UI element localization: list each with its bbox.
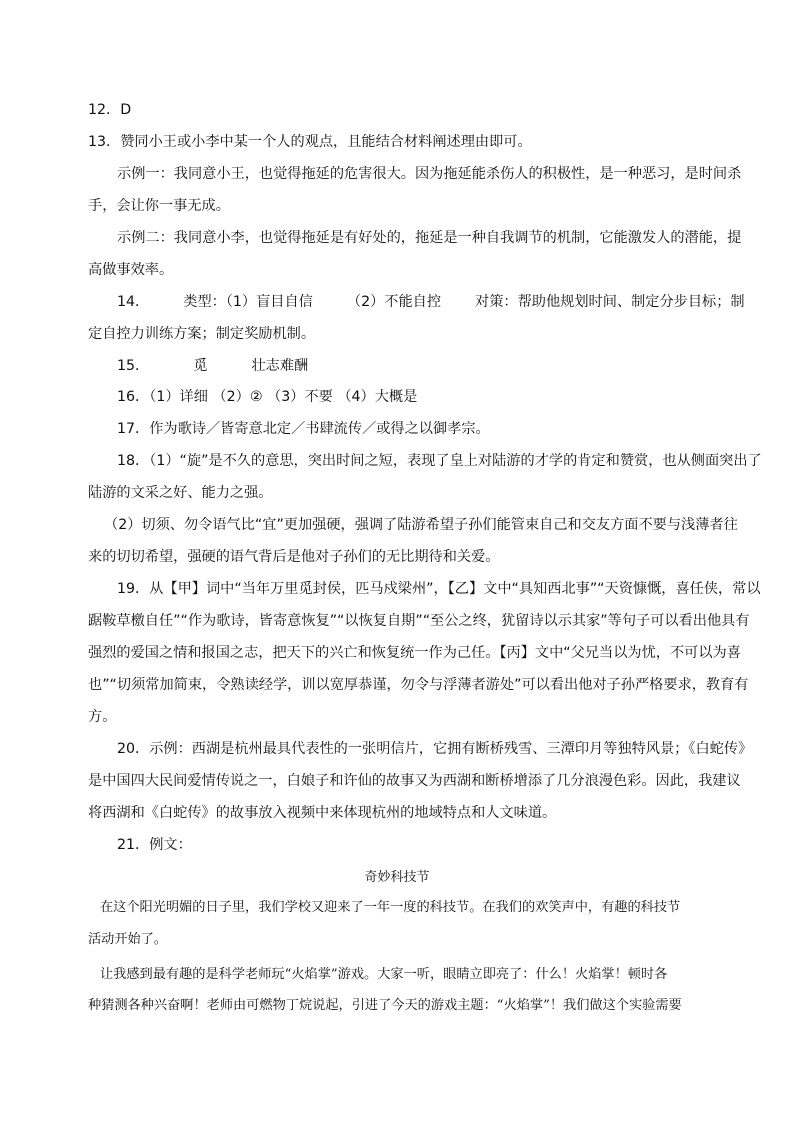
answer-14-measures: 对策：帮助他规划时间、制定分步目标；制 <box>475 294 745 310</box>
answer-16: 16．（1）详细 （2）② （3）不要 （4）大概是 <box>117 389 418 405</box>
answer-12: 12．D <box>88 102 132 118</box>
answer-14-number: 14． <box>117 294 150 310</box>
answer-19-line4: 也”“切须常加简束，令熟读经学，训以宽厚恭谨，勿令与浮薄者游处”可以看出他对子孙严格要求，教育有 <box>88 677 749 693</box>
answer-19-line1: 19．从【甲】词中“当年万里觅封侯，匹马戍梁州”，【乙】文中“具知西北事”“天资慷慨，喜任侠，常以 <box>117 581 761 597</box>
essay-title: 奇妙科技节 <box>364 870 430 885</box>
answer-20-line2: 是中国四大民间爱情传说之一，白娘子和许仙的故事又为西湖和断桥增添了几分浪漫色彩。因此，我建议 <box>88 773 741 789</box>
answer-17: 17．作为歌诗／皆寄意北定／书肆流传／或得之以御孝宗。 <box>117 421 490 437</box>
answer-15-b: 壮志难酬 <box>251 358 309 374</box>
answer-13-example2-line1: 示例二：我同意小李，也觉得拖延是有好处的，拖延是一种自我调节的机制，它能激发人的潜能，提 <box>117 230 742 246</box>
answer-19-line3: 强烈的爱国之情和报国之志，把天下的兴亡和恢复统一作为己任。【丙】文中“父兄当以为忧，不可以为喜 <box>88 645 741 661</box>
answer-13-head: 13．赞同小王或小李中某一个人的观点，且能结合材料阐述理由即可。 <box>88 134 532 150</box>
answer-21: 21．例文： <box>117 837 192 853</box>
answer-18-line3: （2）切须、勿令语气比“宜”更加强硬，强调了陆游希望子孙们能管束自己和交友方面不要与浅薄者往 <box>104 517 738 533</box>
answer-15-a: 觅 <box>193 358 208 374</box>
answer-14-line1 <box>117 292 745 312</box>
answer-15 <box>117 356 734 376</box>
answer-13-example1-line1: 示例一：我同意小王，也觉得拖延的危害很大。因为拖延能杀伤人的积极性，是一种恶习，是时间杀 <box>117 166 742 182</box>
answer-18-line2: 陆游的文采之好、能力之强。 <box>88 485 273 501</box>
essay-p1-line2: 活动开始了。 <box>88 932 168 947</box>
essay-p1-line1: 在这个阳光明媚的日子里，我们学校又迎来了一年一度的科技节。在我们的欢笑声中，有趣的科技节 <box>100 900 681 915</box>
answer-15-number: 15． <box>117 358 150 374</box>
answer-19-line5: 方。 <box>88 709 117 725</box>
answer-13-example1-line2: 手，会让你一事无成。 <box>88 198 230 214</box>
essay-p2-line2: 种猜测各种兴奋啊！老师由可燃物丁烷说起，引进了今天的游戏主题：“火焰掌”！我们做这个实验需要 <box>88 998 682 1013</box>
answer-14-type2: （2）不能自控 <box>346 294 442 310</box>
answer-18-line4: 来的切切希望，强硬的语气背后是他对子孙们的无比期待和关爱。 <box>88 549 500 565</box>
answer-20-line3: 将西湖和《白蛇传》的故事放入视频中来体现杭州的地域特点和人文味道。 <box>88 805 557 821</box>
answer-14-type: 类型：（1）盲目自信 <box>183 294 313 310</box>
essay-p2-line1: 让我感到最有趣的是科学老师玩“火焰掌”游戏。大家一听，眼睛立即亮了：什么！火焰掌！顿时各 <box>100 967 668 982</box>
answer-14-line2: 定自控力训练方案；制定奖励机制。 <box>88 326 316 342</box>
answer-13-example2-line2: 高做事效率。 <box>88 262 174 278</box>
answer-18-line1: 18．（1）“旋”是不久的意思，突出时间之短，表现了皇上对陆游的才学的肯定和赞赏，也从侧面突出了 <box>117 453 762 469</box>
answer-19-line2: 踞鞍草檄自任”“作为歌诗，皆寄意恢复”“以恢复自期”“至公之终，犹留诗以示其家”等句子可以看出他具有 <box>88 613 750 629</box>
answer-20-line1: 20．示例：西湖是杭州最具代表性的一张明信片，它拥有断桥残雪、三潭印月等独特风景；《白蛇传》 <box>117 741 753 757</box>
